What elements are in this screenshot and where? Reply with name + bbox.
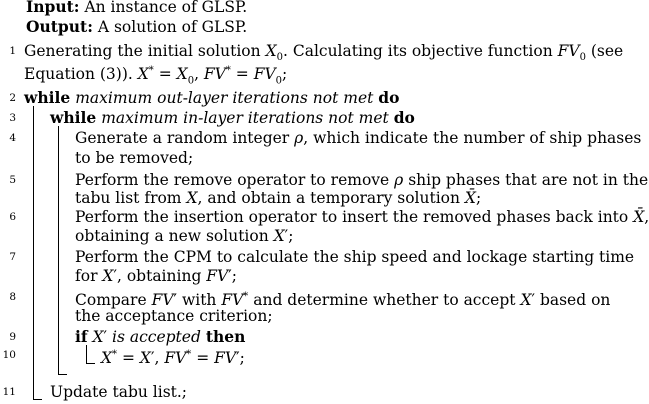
line-number: 9 [9,331,16,343]
text-fragment: X [139,349,151,368]
text-fragment: Perform the remove operator to remove [75,171,395,189]
line-number: 3 [9,112,16,124]
text-fragment: Generating the initial solution [24,42,266,60]
text-fragment: X [92,328,104,346]
text-fragment: then [205,327,246,346]
text-fragment: * [243,291,249,302]
algo-line-1-cont [24,61,287,91]
text-fragment: ′ [531,291,536,310]
text-fragment: Compare [75,291,152,310]
text-fragment: , and obtain a temporary solution [197,189,465,207]
input-text: An instance of GLSP. [84,0,248,16]
text-fragment: ; [231,267,238,285]
text-fragment: . Calculating its objective function [282,42,558,60]
text-fragment: FV [206,267,229,285]
line-number: 1 [9,45,16,57]
input-line [26,0,247,17]
text-fragment: ′ [173,291,178,310]
inner-loop-end [58,374,67,375]
text-fragment: is accepted [112,328,201,346]
text-fragment: = [191,349,215,368]
text-fragment: 0 [276,52,283,64]
line-number: 7 [9,251,16,263]
text-fragment: maximum in-layer iterations not met [101,109,389,127]
algo-line-4 [75,128,641,148]
line-number: 6 [9,211,16,223]
text-fragment: FV [151,291,174,310]
input-label: Input: [26,0,80,16]
algo-line-10 [101,345,245,368]
text-fragment: for [75,267,103,285]
text-fragment: do [393,108,415,127]
text-fragment: 0 [187,75,195,87]
text-fragment: ship phases that are not in the [403,171,649,189]
text-fragment: FV [214,349,237,368]
text-fragment: * [186,349,192,360]
text-fragment: to be removed; [75,149,194,167]
text-fragment: with [177,291,222,310]
text-fragment: ; [288,227,294,245]
text-fragment: do [378,88,400,107]
text-fragment: ρ [294,129,304,147]
algo-line-2 [24,88,399,108]
text-fragment: X [520,291,532,310]
text-fragment: the acceptance criterion; [75,307,273,325]
inner-loop-bar [58,126,59,374]
text-fragment: = [230,65,254,84]
text-fragment: ′ [284,227,289,245]
text-fragment: tabu list from [75,189,187,207]
text-fragment: FV [557,42,580,60]
text-fragment: Equation (3)). [24,65,138,84]
text-fragment: Perform the insertion operator to insert the removed phases back into [75,208,634,226]
text-fragment: based on [535,291,611,310]
algo-line-5-cont [75,188,481,208]
text-fragment: X̄ [464,189,476,207]
text-fragment: ; [282,65,288,84]
text-fragment: , which indicate the number of ship phases [303,129,642,147]
algo-line-7 [75,247,634,267]
text-fragment: 0 [579,52,586,64]
algo-line-3 [50,108,415,128]
algo-line-7-cont [75,266,237,286]
text-fragment: X [102,267,114,285]
output-text: A solution of GLSP. [97,18,248,36]
text-fragment: (see [585,42,624,60]
text-fragment: and determine whether to accept [248,291,521,310]
text-fragment: X [101,349,113,368]
text-fragment: obtaining a new solution [75,227,274,245]
text-fragment: ′ [150,349,155,368]
line-number: 10 [2,349,16,361]
outer-loop-bar [33,106,34,399]
text-fragment: Generate a random integer [75,129,295,147]
line-number: 2 [9,92,16,104]
text-fragment: ′ [113,267,117,285]
text-fragment: while [50,108,97,127]
text-fragment: X [186,189,198,207]
if-block-end [86,363,95,364]
text-fragment: ′ [236,349,240,368]
text-fragment: 0 [275,75,283,87]
output-label: Output: [26,17,93,36]
text-fragment: X [273,227,285,245]
text-fragment: * [148,65,154,76]
line-number: 11 [2,386,16,398]
text-fragment: ′ [103,328,108,346]
text-fragment: FV [253,65,276,84]
outer-loop-end [33,399,42,400]
text-fragment: Perform the CPM to calculate the ship speed and lockage starting time [75,248,635,266]
line-number: 8 [9,291,16,303]
text-fragment: FV [203,65,226,84]
if-block-bar [86,345,87,363]
text-fragment: maximum out-layer iterations not met [75,89,374,107]
text-fragment: * [225,65,231,76]
text-fragment: = [153,65,177,84]
text-fragment: FV [221,291,244,310]
text-fragment: X [137,65,149,84]
algo-line-8-cont [75,306,273,326]
text-fragment: = [117,349,140,368]
line-number: 5 [9,174,16,186]
algo-line-9 [75,327,245,347]
text-fragment: ′ [228,267,232,285]
text-fragment: while [24,88,71,107]
text-fragment: , [154,349,165,368]
text-fragment: ρ [394,171,404,189]
algo-line-6-cont [75,226,293,246]
text-fragment: X̄ [633,208,645,226]
text-fragment: , [644,208,649,226]
algo-line-6 [75,207,649,227]
text-fragment: Update tabu list.; [50,383,188,401]
text-fragment: , [194,65,204,84]
algo-line-4-cont [75,148,193,168]
text-fragment: * [112,349,118,360]
algo-line-11 [50,382,187,402]
text-fragment: X [265,42,277,60]
text-fragment: ; [475,189,482,207]
algo-line-5 [75,170,648,190]
line-number: 4 [9,132,16,144]
text-fragment: , obtaining [116,267,207,285]
text-fragment: ; [239,349,245,368]
text-fragment: X [176,65,188,84]
text-fragment: FV [164,349,187,368]
output-line [26,17,247,37]
text-fragment: if [75,327,88,346]
